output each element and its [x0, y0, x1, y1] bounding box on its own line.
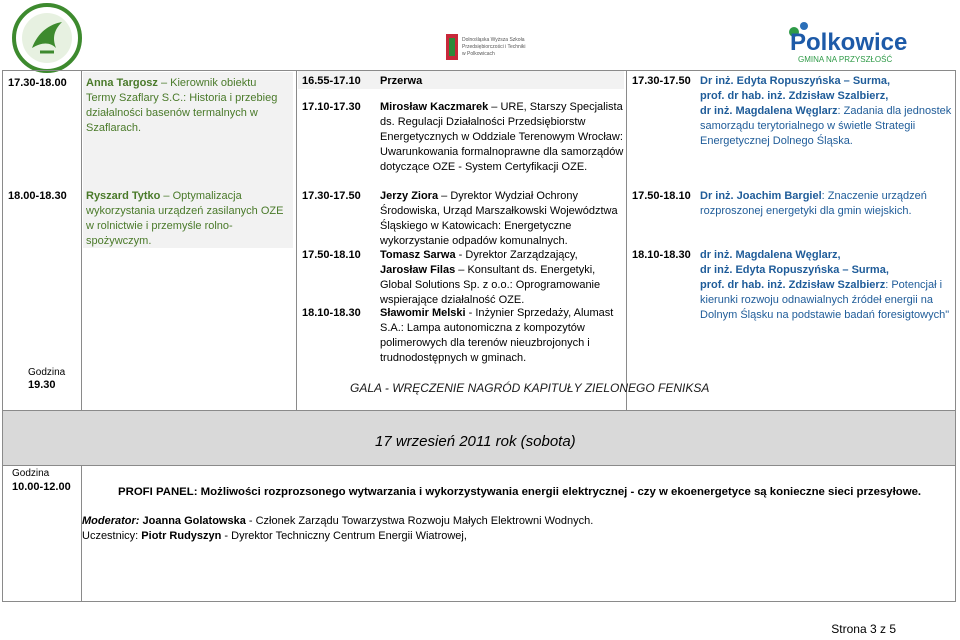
col3-row1-time: 17.30-17.50 [632, 75, 691, 87]
col3-row3-text: dr inż. Magdalena Węglarz, dr inż. Edyta Ropuszyńska – Surma, prof. dr hab. inż. Zdzisław Szalbierz: Potencjał i kierunki rozwoju odnawialnych źródeł energii na Dolnym Śląsku na podstawie badań foresigtowych" [700, 249, 950, 321]
svg-text:Dolnośląska Wyższa Szkoła: Dolnośląska Wyższa Szkoła [462, 37, 525, 43]
col3-row2-time: 17.50-18.10 [632, 190, 691, 202]
col2-item3-text: Tomasz Sarwa - Dyrektor Zarządzający, Jarosław Filas – Konsultant ds. Energetyki, Global Solutions Sp. z o.o.: Oprogramowanie wspierające działalność OZE. [380, 249, 601, 306]
page-number: Strona 3 z 5 [831, 622, 896, 637]
col2-item4-text: Sławomir Melski - Inżynier Sprzedaży, Alumast S.A.: Lampa autonomiczna z kompozytów polimerowych dla terenów nieuzbrojonych i trudnodostępnych w gminach. [380, 307, 614, 364]
moderator-line: Moderator: Joanna Golatowska - Członek Zarządu Towarzystwa Rozwoju Małych Elektrowni Wodnych. [82, 515, 594, 527]
saturday-time: 10.00-12.00 [12, 481, 71, 493]
col1-row2-text: Ryszard Tytko – Optymalizacja wykorzystania urządzeń zasilanych OZE w rolnictwie i przemyśle rolno-spożywczym. [86, 190, 284, 247]
col1-godzina-label: Godzina [28, 367, 66, 378]
col2-item1-time: 17.10-17.30 [302, 101, 361, 113]
col2-item2-time: 17.30-17.50 [302, 190, 361, 202]
gala-label: GALA - WRĘCZENIE NAGRÓD KAPITUŁY ZIELONEGO FENIKSA [350, 381, 710, 395]
profi-panel-title: PROFI PANEL: Możliwości rozprozsonego wytwarzania i wykorzystywania energii elektrycznej - czy w ekoenergetyce są konieczne sieci przesyłowe. [118, 486, 922, 498]
school-logo [446, 32, 556, 64]
break-time: 16.55-17.10 [302, 75, 361, 87]
svg-text:Przedsiębiorczości i Techniki: Przedsiębiorczości i Techniki [462, 44, 526, 50]
break-label: Przerwa [380, 75, 423, 87]
fundacja-zielony-feniks-logo [10, 2, 84, 74]
col3-row2-text: Dr inż. Joachim Bargiel: Znaczenie urządzeń rozproszonej energetyki dla gmin wiejskich. [700, 190, 927, 217]
svg-text:w Polkowicach: w Polkowicach [462, 51, 495, 57]
col1-row2-time: 18.00-18.30 [8, 190, 67, 202]
col2-item2-text: Jerzy Ziora – Dyrektor Wydział Ochrony Środowiska, Urząd Marszałkowski Województwa Śląskiego w Katowicach: Energetyczne wykorzystanie odpadów komunalnych. [380, 190, 618, 247]
polkowice-logo [786, 16, 946, 66]
col3-row3-time: 18.10-18.30 [632, 249, 691, 261]
participants-line: Uczestnicy: Piotr Rudyszyn - Dyrektor Techniczny Centrum Energii Wiatrowej, [82, 530, 467, 542]
col3-row1-text: Dr inż. Edyta Ropuszyńska – Surma, prof. dr hab. inż. Zdzisław Szalbierz, dr inż. Magdalena Węglarz: Zadania dla jednostek samorządu terytorialnego w świetle Strategii Energetycznej Dolnego Śląska. [700, 75, 952, 147]
col1-row1-text: Anna Targosz – Kierownik obiektu Termy Szaflary S.C.: Historia i przebieg działalności basenów termalnych w Szaflarach. [86, 77, 278, 134]
saturday-date: 17 wrzesień 2011 rok (sobota) [375, 433, 576, 450]
col1-row1-time: 17.30-18.00 [8, 77, 67, 89]
col2-item3-time: 17.50-18.10 [302, 249, 361, 261]
col2-item4-time: 18.10-18.30 [302, 307, 361, 319]
col2-item1-text: Mirosław Kaczmarek – URE, Starszy Specjalista ds. Regulacji Działalności Przedsiębiorstw Energetycznych w Oddziale Terenowym Wrocław: Uwarunkowania formalnoprawne dla samorządów dotyczące OZE - System Certyfikacji OZE. [380, 101, 624, 173]
svg-text:Polkowice: Polkowice [790, 29, 908, 56]
svg-text:GMINA NA PRZYSZŁOŚĆ: GMINA NA PRZYSZŁOŚĆ [798, 55, 893, 64]
col1-godzina-time: 19.30 [28, 379, 56, 391]
saturday-godzina-label: Godzina [12, 468, 50, 479]
